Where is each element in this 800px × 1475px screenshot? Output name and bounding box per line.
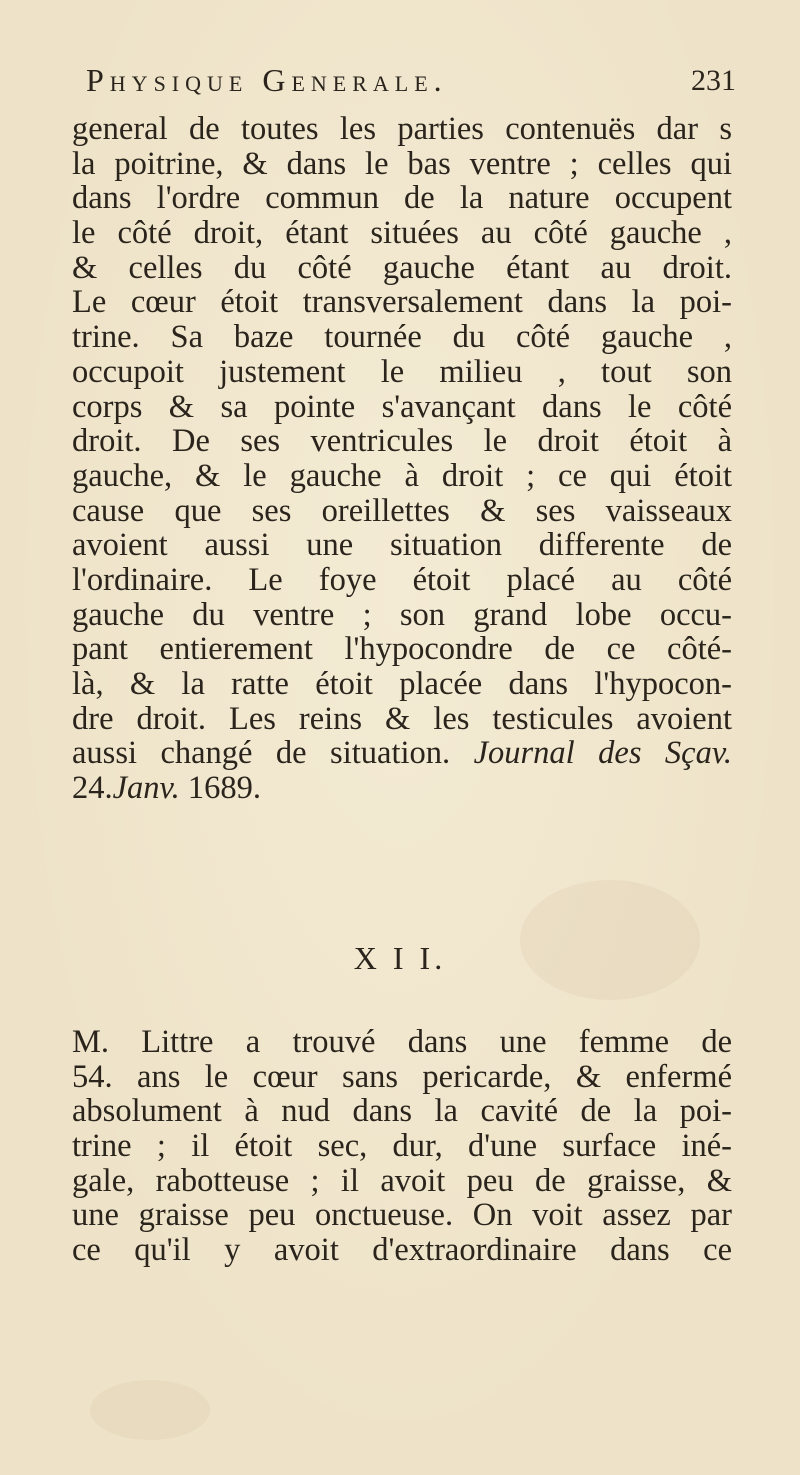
paper-stain [90,1380,210,1440]
text-line: gale, rabotteuse ; il avoit peu de graisse, & [72,1162,732,1199]
text-line: trine ; il étoit sec, dur, d'une surface iné- [72,1128,732,1165]
text-line: occupoit justement le milieu , tout son [72,353,732,390]
text-line: general de toutes les parties contenuës dar s [72,111,732,147]
text-line: dans l'ordre commun de la nature occupent [72,180,732,217]
text-line: M. Littre a trouvé dans une femme de [72,1024,732,1060]
text-line: droit. De ses ventricules le droit étoit à [72,423,732,460]
section-number: X I I. [353,940,447,976]
text-line: gauche du ventre ; son grand lobe occu- [72,596,732,633]
text-line: 54. ans le cœur sans pericarde, & enfermé [72,1058,732,1095]
page-header [86,62,736,106]
text-line: trine. Sa baze tournée du côté gauche , [72,319,732,356]
paragraph-1 [72,112,732,806]
text-line: le côté droit, étant situées au côté gauche , [72,215,732,252]
text-line: une graisse peu onctueuse. On voit assez par [72,1197,732,1234]
citation-day: 24. [72,770,113,807]
text-line: avoient aussi une situation differente de [72,527,732,564]
paragraph-2 [72,1025,732,1268]
text-line: & celles du côté gauche étant au droit. [72,249,732,286]
text-line: la poitrine, & dans le bas ventre ; celles qui [72,145,732,182]
citation-year: 1689. [187,770,261,807]
citation-date-line [72,771,732,806]
text-line: corps & sa pointe s'avançant dans le côté [72,388,732,425]
journal-citation: Journal des Sçav. [473,735,732,772]
text-line: ce qu'il y avoit d'extraordinaire dans ce [72,1232,732,1269]
running-title: Physique Generale. [86,62,448,98]
text-line: gauche, & le gauche à droit ; ce qui étoit [72,457,732,494]
text-line: là, & la ratte étoit placée dans l'hypocon- [72,666,732,702]
page-number: 231 [691,64,736,97]
text-line: l'ordinaire. Le foye étoit placé au côté [72,561,732,598]
text-line: Le cœur étoit transversalement dans la poi- [72,284,732,321]
text-fragment: aussi changé de situation. [72,735,451,772]
text-line: absolument à nud dans la cavité de la poi- [72,1093,732,1130]
text-line-with-citation [72,736,732,771]
text-line: dre droit. Les reins & les testicules avoient [72,700,732,737]
text-line: cause que ses oreillettes & ses vaisseaux [72,492,732,529]
citation-month: Janv. [112,770,180,807]
text-line: pant entierement l'hypocondre de ce côté- [72,631,732,668]
